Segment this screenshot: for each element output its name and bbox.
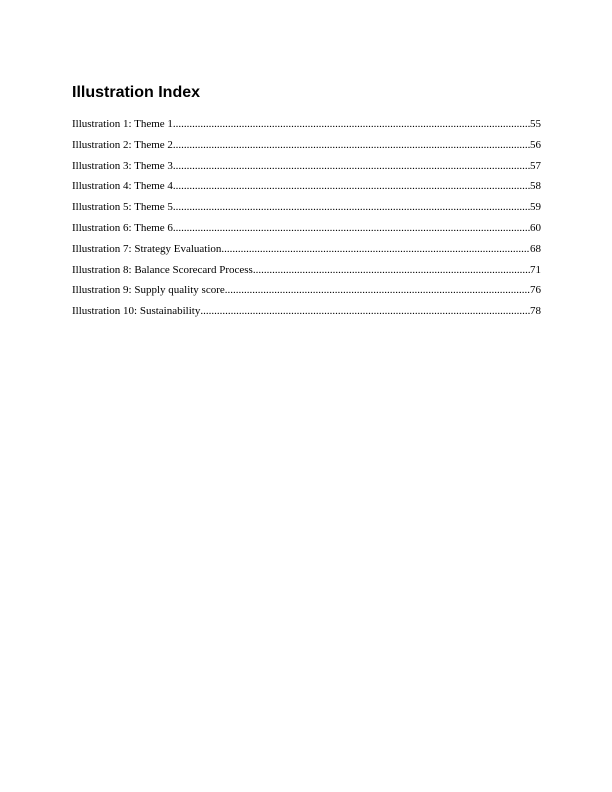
entry-label: Illustration 7: Strategy Evaluation bbox=[72, 242, 222, 255]
dot-leader bbox=[173, 158, 530, 174]
entry-label: Illustration 3: Theme 3 bbox=[72, 159, 173, 172]
entry-label: Illustration 2: Theme 2 bbox=[72, 138, 173, 151]
dot-leader bbox=[173, 178, 530, 194]
entry-label: Illustration 4: Theme 4 bbox=[72, 180, 173, 193]
dot-leader bbox=[200, 303, 530, 319]
dot-leader bbox=[225, 282, 530, 298]
index-entry[interactable] bbox=[72, 303, 541, 324]
index-entry[interactable] bbox=[72, 282, 541, 303]
entry-page-number: 58 bbox=[530, 180, 541, 193]
entry-page-number: 59 bbox=[530, 201, 541, 214]
index-entry[interactable] bbox=[72, 158, 541, 179]
entry-label: Illustration 10: Sustainability bbox=[72, 305, 201, 318]
entry-page-number: 56 bbox=[530, 138, 541, 151]
index-entry[interactable] bbox=[72, 220, 541, 241]
entry-page-number: 55 bbox=[530, 118, 541, 130]
dot-leader bbox=[221, 241, 530, 257]
entry-page-number: 76 bbox=[530, 284, 541, 297]
index-entry[interactable] bbox=[72, 262, 541, 283]
dot-leader bbox=[173, 220, 530, 236]
index-entry[interactable] bbox=[72, 137, 541, 158]
dot-leader bbox=[173, 137, 530, 153]
entry-label: Illustration 1: Theme 1 bbox=[72, 118, 173, 130]
dot-leader bbox=[253, 262, 530, 278]
entry-label: Illustration 8: Balance Scorecard Process bbox=[72, 263, 253, 276]
entry-page-number: 57 bbox=[530, 159, 541, 172]
index-entry[interactable] bbox=[72, 199, 541, 220]
dot-leader bbox=[173, 199, 530, 215]
index-entry[interactable] bbox=[72, 241, 541, 262]
entry-page-number: 68 bbox=[530, 242, 541, 255]
entry-label: Illustration 9: Supply quality score bbox=[72, 284, 225, 297]
entry-page-number: 60 bbox=[530, 221, 541, 234]
index-entry[interactable] bbox=[72, 116, 541, 137]
index-title: Illustration Index bbox=[72, 84, 201, 101]
dot-leader bbox=[173, 116, 530, 132]
entry-page-number: 78 bbox=[530, 305, 541, 318]
entry-label: Illustration 6: Theme 6 bbox=[72, 221, 173, 234]
index-entry[interactable] bbox=[72, 178, 541, 199]
entry-page-number: 71 bbox=[530, 263, 541, 276]
illustration-index-list bbox=[72, 116, 541, 324]
entry-label: Illustration 5: Theme 5 bbox=[72, 201, 173, 214]
